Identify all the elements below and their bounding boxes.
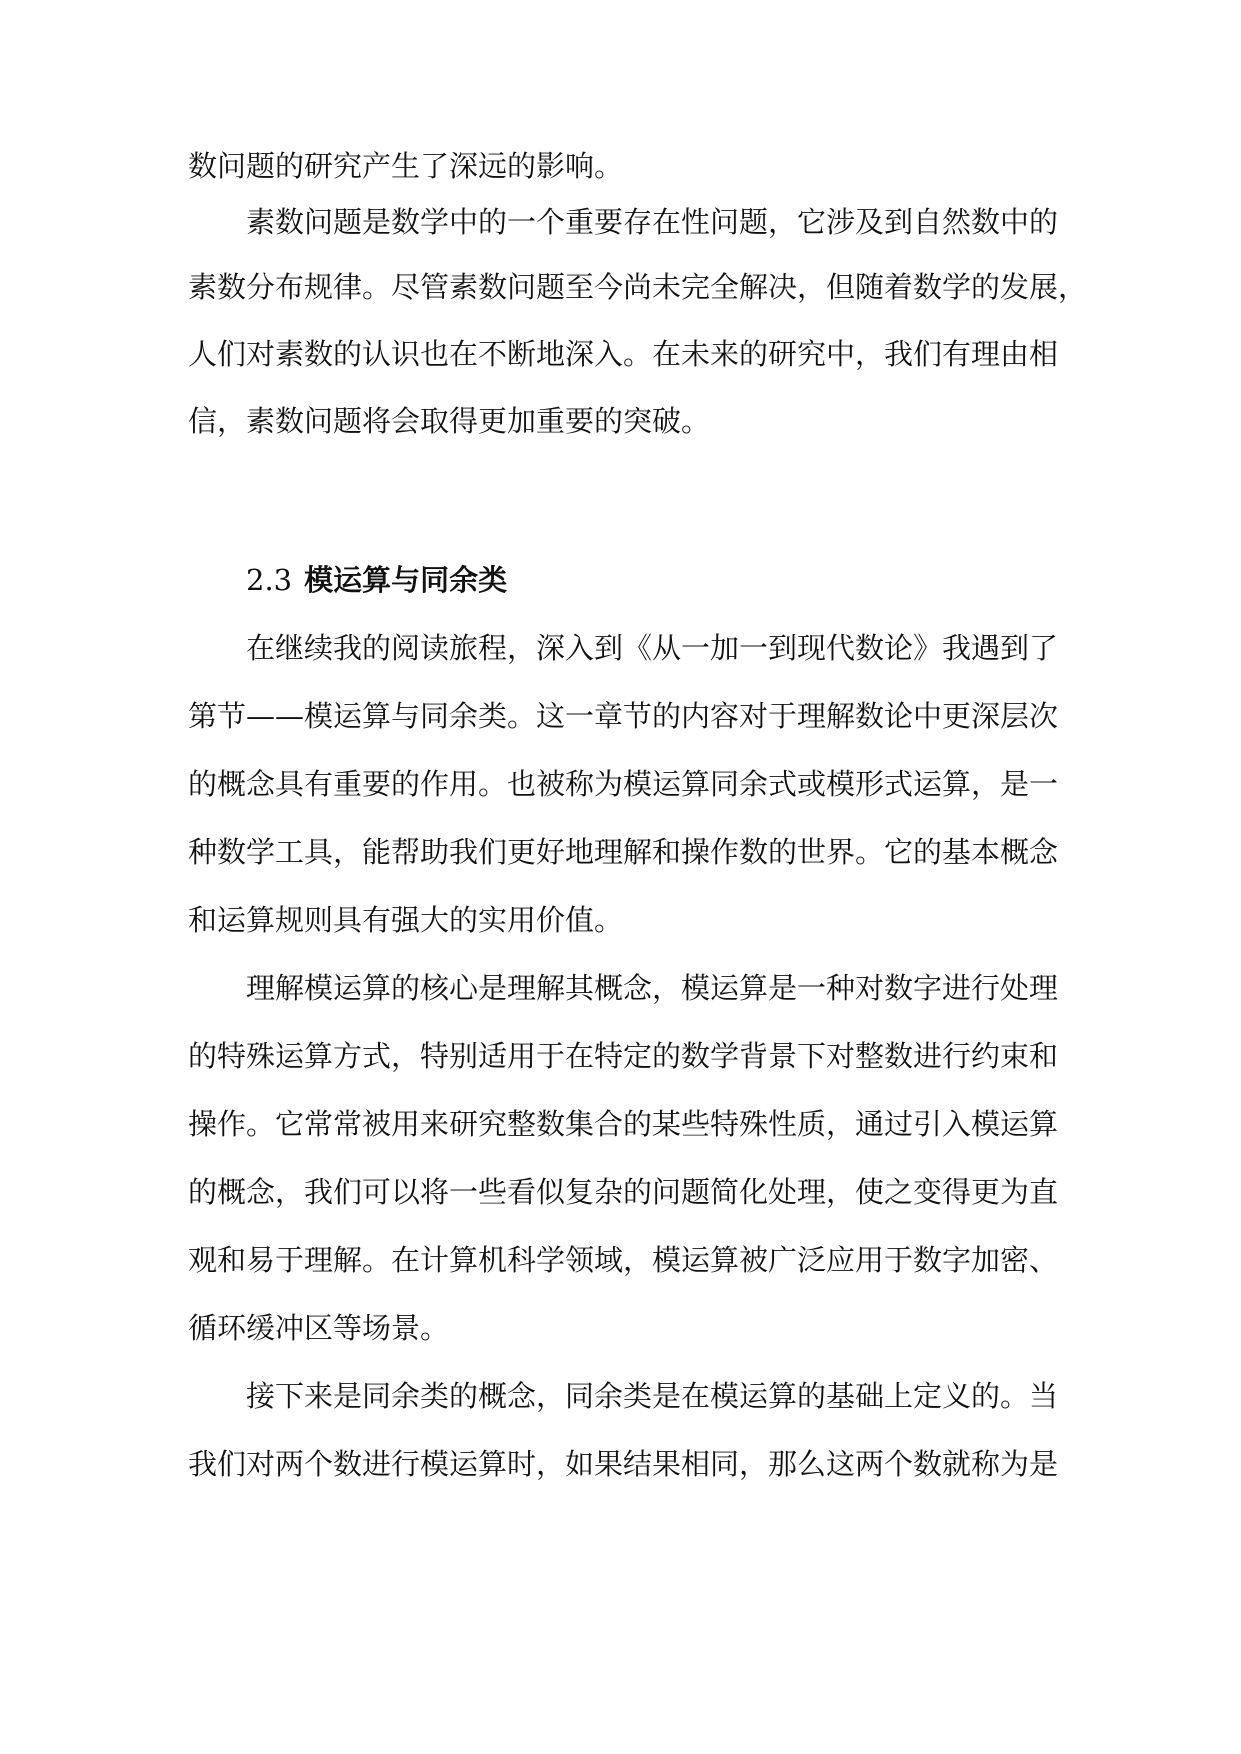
paragraph-line: 人们对素数的认识也在不断地深入。在未来的研究中，我们有理由相 xyxy=(188,337,1059,371)
paragraph-line: 素数问题是数学中的一个重要存在性问题，它涉及到自然数中的 xyxy=(246,205,1059,239)
paragraph-line: 信，素数问题将会取得更加重要的突破。 xyxy=(188,404,711,438)
paragraph-line: 我们对两个数进行模运算时，如果结果相同，那么这两个数就称为是 xyxy=(188,1447,1059,1481)
paragraph-line: 操作。它常常被用来研究整数集合的某些特殊性质，通过引入模运算 xyxy=(188,1107,1059,1141)
paragraph-line: 种数学工具，能帮助我们更好地理解和操作数的世界。它的基本概念 xyxy=(188,835,1059,869)
paragraph-line: 的概念，我们可以将一些看似复杂的问题简化处理，使之变得更为直 xyxy=(188,1175,1059,1209)
paragraph-line: 数问题的研究产生了深远的影响。 xyxy=(188,149,624,183)
section-heading xyxy=(246,560,507,600)
paragraph-line: 在继续我的阅读旅程，深入到《从一加一到现代数论》我遇到了 xyxy=(246,631,1059,665)
paragraph-line: 循环缓冲区等场景。 xyxy=(188,1311,450,1345)
paragraph-line: 的概念具有重要的作用。也被称为模运算同余式或模形式运算，是一 xyxy=(188,767,1059,801)
paragraph-line: 理解模运算的核心是理解其概念，模运算是一种对数字进行处理 xyxy=(246,971,1059,1005)
paragraph-line: 第节——模运算与同余类。这一章节的内容对于理解数论中更深层次 xyxy=(188,699,1059,733)
section-title: 模运算与同余类 xyxy=(304,563,508,597)
paragraph-line: 观和易于理解。在计算机科学领域，模运算被广泛应用于数字加密、 xyxy=(188,1243,1059,1277)
paragraph-line: 接下来是同余类的概念，同余类是在模运算的基础上定义的。当 xyxy=(246,1379,1059,1413)
paragraph-line: 的特殊运算方式，特别适用于在特定的数学背景下对整数进行约束和 xyxy=(188,1039,1059,1073)
section-number: 2.3 xyxy=(246,563,293,597)
paragraph-line: 素数分布规律。尽管素数问题至今尚未完全解决，但随着数学的发展， xyxy=(188,270,1088,304)
paragraph-line: 和运算规则具有强大的实用价值。 xyxy=(188,903,624,937)
